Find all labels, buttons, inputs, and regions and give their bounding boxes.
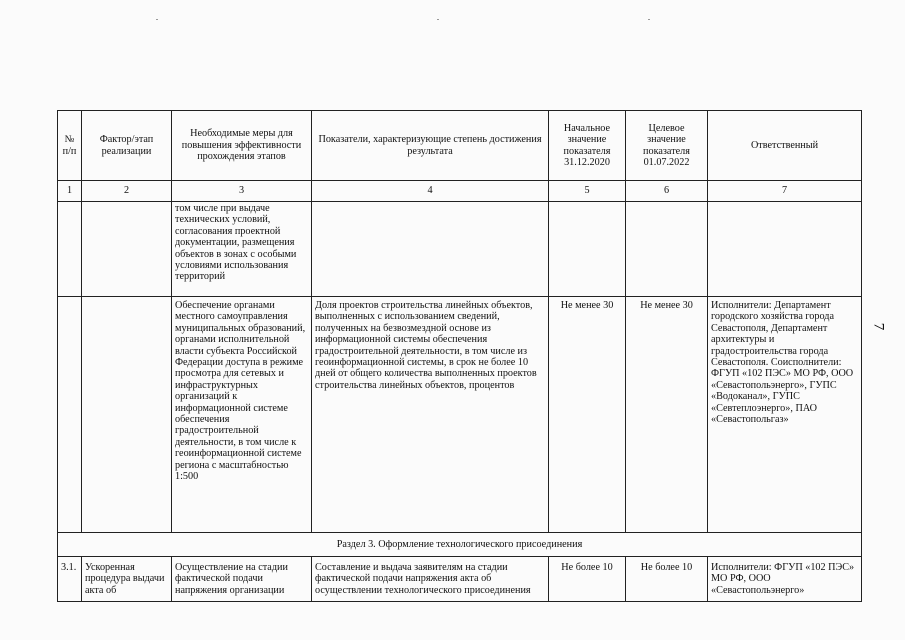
cell-number: 3.1. bbox=[58, 557, 82, 602]
measures-table bbox=[57, 110, 862, 602]
cell-responsible: Исполнители: ФГУП «102 ПЭС» МО РФ, ООО «Севастопольэнерго» bbox=[708, 557, 862, 602]
column-number: 3 bbox=[172, 181, 312, 202]
cell-target-value: Не менее 30 bbox=[626, 297, 708, 533]
section-title: Раздел 3. Оформление технологического присоединения bbox=[58, 533, 862, 557]
scan-speck bbox=[648, 19, 650, 20]
header-number: № п/п bbox=[58, 111, 82, 181]
scan-speck bbox=[156, 19, 158, 20]
header-factor: Фактор/этап реализации bbox=[82, 111, 172, 181]
header-target-value: Целевое значение показателя 01.07.2022 bbox=[626, 111, 708, 181]
column-number: 7 bbox=[708, 181, 862, 202]
cell-responsible bbox=[708, 202, 862, 297]
cell-target-value: Не более 10 bbox=[626, 557, 708, 602]
cell-measures: том числе при выдаче технических условий, согласования проектной документации, размещения объектов в зонах с особыми условиями использования территорий bbox=[172, 202, 312, 297]
cell-indicators bbox=[312, 202, 549, 297]
cell-initial-value: Не более 10 bbox=[549, 557, 626, 602]
header-responsible: Ответственный bbox=[708, 111, 862, 181]
table-row-3-1 bbox=[58, 557, 862, 602]
cell-factor bbox=[82, 297, 172, 533]
table-header-row bbox=[58, 111, 862, 181]
header-indicators: Показатели, характеризующие степень достижения результата bbox=[312, 111, 549, 181]
cell-measures: Обеспечение органами местного самоуправления муниципальных образований, органами исполнительной власти субъекта Российской Федерации доступа в режиме просмотра для сетевых и инфраструктурных организаций к информационной системе обеспечения градостроительной деятельности, в том числе к геоинформационной системе региона с масштабностью 1:500 bbox=[172, 297, 312, 533]
cell-measures: Осуществление на стадии фактической подачи напряжения организации bbox=[172, 557, 312, 602]
header-initial-value: Начальное значение показателя 31.12.2020 bbox=[549, 111, 626, 181]
column-number: 1 bbox=[58, 181, 82, 202]
cell-initial-value bbox=[549, 202, 626, 297]
cell-factor: Ускоренная процедура выдачи акта об bbox=[82, 557, 172, 602]
column-number: 2 bbox=[82, 181, 172, 202]
cell-number bbox=[58, 297, 82, 533]
header-measures: Необходимые меры для повышения эффективности прохождения этапов bbox=[172, 111, 312, 181]
cell-responsible: Исполнители: Департамент городского хозяйства города Севастополя, Департамент архитектуры и градостроительства города Севастополя. Соисполнители: ФГУП «102 ПЭС» МО РФ, ООО «Севастопольэнерго», ГУПС «Водоканал», ГУПС «Севтеплоэнерго», ПАО «Севастопольгаз» bbox=[708, 297, 862, 533]
cell-number bbox=[58, 202, 82, 297]
column-number-row bbox=[58, 181, 862, 202]
cell-target-value bbox=[626, 202, 708, 297]
section-row bbox=[58, 533, 862, 557]
column-number: 5 bbox=[549, 181, 626, 202]
column-number: 4 bbox=[312, 181, 549, 202]
column-number: 6 bbox=[626, 181, 708, 202]
cell-initial-value: Не менее 30 bbox=[549, 297, 626, 533]
scan-speck bbox=[437, 19, 439, 20]
cell-indicators: Доля проектов строительства линейных объектов, выполненных с использованием сведений, полученных на безвозмездной основе из информационной системы обеспечения градостроительной деятельности, в том числе из геоинформационной системы, в срок не более 10 дней от общего количества выполненных проектов строительства линейных объектов, процентов bbox=[312, 297, 549, 533]
table-row-continuation bbox=[58, 202, 862, 297]
page-number: 7 bbox=[870, 322, 887, 331]
cell-factor bbox=[82, 202, 172, 297]
cell-indicators: Составление и выдача заявителям на стадии фактической подачи напряжения акта об осуществлении технологического присоединения bbox=[312, 557, 549, 602]
table-row-gis-access bbox=[58, 297, 862, 533]
